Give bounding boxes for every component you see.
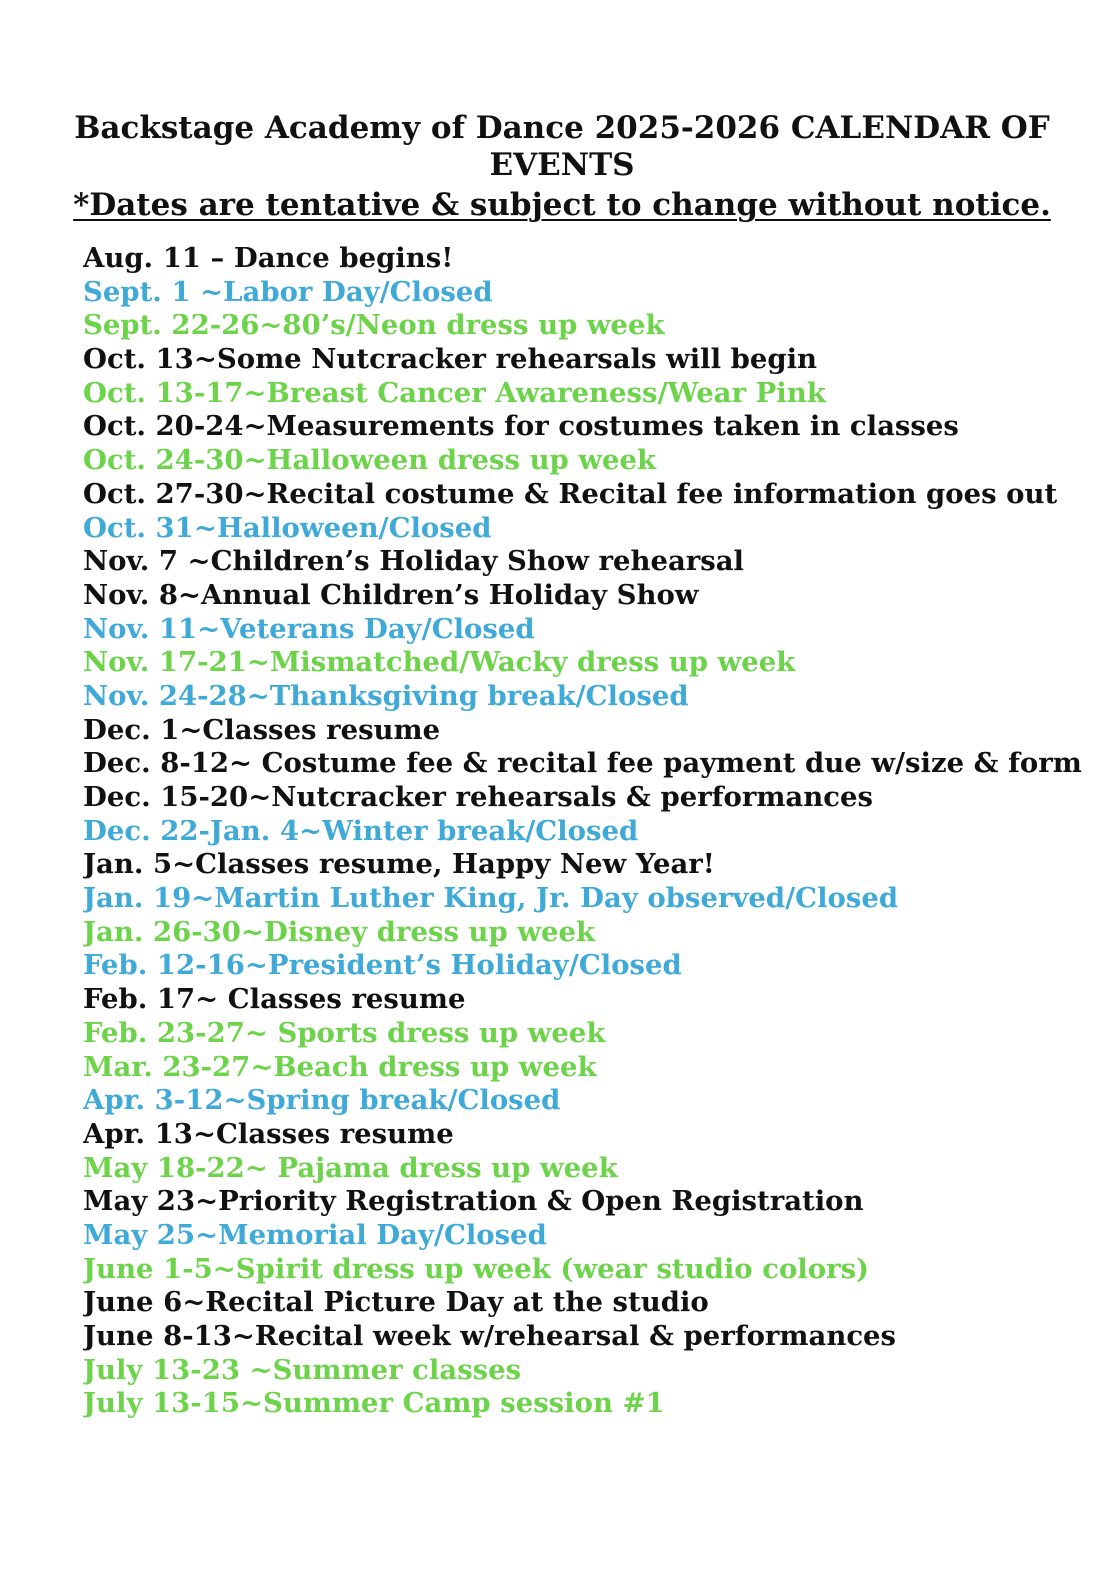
event-item: May 23~Priority Registration & Open Registration xyxy=(83,1185,864,1218)
event-item: Oct. 31~Halloween/Closed xyxy=(83,511,492,544)
event-item: Nov. 24-28~Thanksgiving break/Closed xyxy=(83,679,689,712)
event-item: Apr. 3-12~Spring break/Closed xyxy=(83,1084,561,1117)
event-item: Jan. 19~Martin Luther King, Jr. Day observed/Closed xyxy=(83,882,899,915)
event-item: Dec. 22-Jan. 4~Winter break/Closed xyxy=(83,814,639,847)
event-item: July 13-15~Summer Camp session #1 xyxy=(83,1387,665,1420)
event-item: June 8-13~Recital week w/rehearsal & performances xyxy=(83,1320,897,1352)
event-item: Nov. 8~Annual Children’s Holiday Show xyxy=(83,578,699,611)
tentative-notice: *Dates are tentative & subject to change without notice. xyxy=(73,187,1051,223)
event-item: Nov. 7 ~Children’s Holiday Show rehearsal xyxy=(83,545,744,578)
event-item: Oct. 13-17~Breast Cancer Awareness/Wear Pink xyxy=(83,376,826,409)
event-item: Oct. 24-30~Halloween dress up week xyxy=(83,444,657,477)
event-item: Jan. 5~Classes resume, Happy New Year! xyxy=(83,848,715,881)
event-item: Aug. 11 – Dance begins! xyxy=(83,242,454,274)
event-item: Apr. 13~Classes resume xyxy=(83,1117,454,1150)
event-item: Sept. 1 ~Labor Day/Closed xyxy=(83,275,493,308)
event-item: Jan. 26-30~Disney dress up week xyxy=(83,915,596,948)
event-item: Sept. 22-26~80’s/Neon dress up week xyxy=(83,309,665,342)
event-item: May 25~Memorial Day/Closed xyxy=(83,1218,547,1251)
event-item: Feb. 17~ Classes resume xyxy=(83,983,466,1016)
events-list xyxy=(83,242,1093,1421)
event-item: Dec. 1~Classes resume xyxy=(83,713,441,746)
event-item: Feb. 23-27~ Sports dress up week xyxy=(83,1016,606,1049)
event-item: Nov. 11~Veterans Day/Closed xyxy=(83,612,535,645)
event-item: July 13-23 ~Summer classes xyxy=(83,1353,522,1386)
event-item: June 1-5~Spirit dress up week (wear studio colors) xyxy=(83,1252,870,1285)
event-item: Nov. 17-21~Mismatched/Wacky dress up week xyxy=(83,646,796,679)
event-item: Oct. 27-30~Recital costume & Recital fee information goes out xyxy=(83,477,1058,510)
event-item: Oct. 20-24~Measurements for costumes taken in classes xyxy=(83,410,959,443)
event-item: Oct. 13~Some Nutcracker rehearsals will begin xyxy=(83,343,818,376)
event-item: May 18-22~ Pajama dress up week xyxy=(83,1151,618,1184)
event-item: Mar. 23-27~Beach dress up week xyxy=(83,1050,597,1083)
event-item: Feb. 12-16~President’s Holiday/Closed xyxy=(83,949,682,982)
event-item: Dec. 8-12~ Costume fee & recital fee payment due w/size & form xyxy=(83,747,1082,780)
page-title: Backstage Academy of Dance 2025-2026 CALENDAR OF EVENTS xyxy=(74,110,1050,183)
event-item: June 6~Recital Picture Day at the studio xyxy=(83,1286,709,1319)
event-item: Dec. 15-20~Nutcracker rehearsals & performances xyxy=(83,781,873,813)
